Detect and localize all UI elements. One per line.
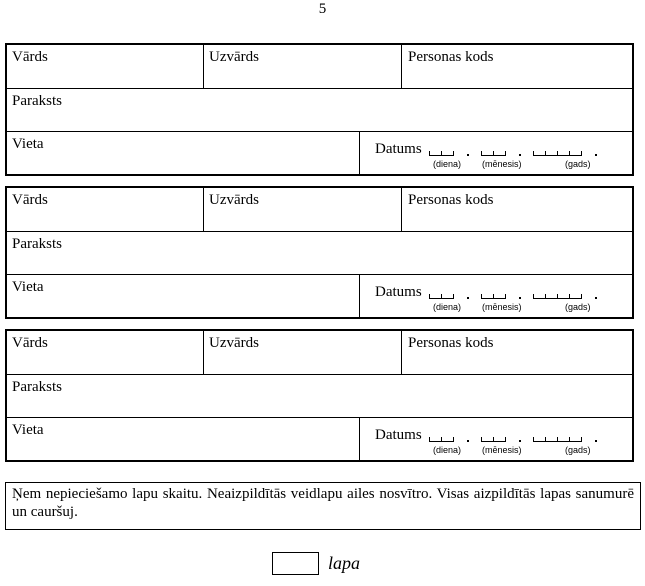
personal-code-field[interactable] [402, 45, 632, 88]
date-slot-tick [569, 151, 570, 156]
date-field[interactable] [360, 132, 632, 174]
date-slot-tick [453, 151, 454, 156]
surname-field[interactable] [204, 188, 402, 231]
day-hint: (diena) [433, 159, 462, 169]
date-slot-tick [453, 294, 454, 299]
date-label: Datums [375, 284, 422, 300]
place-field[interactable] [7, 275, 360, 317]
identity-row [7, 45, 632, 89]
name-field[interactable] [7, 331, 204, 374]
date-slot-tick [429, 437, 430, 442]
signature-label: Paraksts [12, 379, 62, 395]
name-field[interactable] [7, 188, 204, 231]
signature-field[interactable] [7, 89, 632, 132]
personal-code-label: Personas kods [408, 335, 494, 351]
date-input [375, 283, 630, 313]
date-slot-tick [545, 151, 546, 156]
page-number: 5 [318, 1, 327, 17]
date-field[interactable] [360, 418, 632, 460]
surname-label: Uzvārds [209, 335, 259, 351]
place-label: Vieta [12, 279, 44, 295]
signature-label: Paraksts [12, 93, 62, 109]
year-hint: (gads) [565, 159, 591, 169]
place-date-row [7, 132, 632, 174]
date-slot-tick [581, 437, 582, 442]
surname-label: Uzvārds [209, 192, 259, 208]
date-slot-tick [533, 151, 534, 156]
date-slot-tick [505, 294, 506, 299]
date-slot-tick [481, 437, 482, 442]
month-hint: (mēnesis) [482, 445, 522, 455]
date-slot-tick [505, 151, 506, 156]
date-label: Datums [375, 141, 422, 157]
signature-field[interactable] [7, 232, 632, 275]
name-field[interactable] [7, 45, 204, 88]
page-count-input[interactable] [272, 552, 319, 575]
place-date-row [7, 275, 632, 317]
date-slot-tick [581, 151, 582, 156]
date-separator-dot [519, 297, 521, 299]
date-slot-tick [493, 151, 494, 156]
surname-field[interactable] [204, 45, 402, 88]
date-separator-dot [519, 154, 521, 156]
place-field[interactable] [7, 418, 360, 460]
year-hint: (gads) [565, 302, 591, 312]
date-slot-tick [545, 437, 546, 442]
personal-code-label: Personas kods [408, 192, 494, 208]
date-slot-tick [493, 294, 494, 299]
date-digit-ticks [429, 283, 629, 301]
personal-code-field[interactable] [402, 331, 632, 374]
place-field[interactable] [7, 132, 360, 174]
date-separator-dot [519, 440, 521, 442]
date-slot-tick [569, 437, 570, 442]
signature-block-2 [5, 186, 634, 319]
date-field[interactable] [360, 275, 632, 317]
name-label: Vārds [12, 49, 48, 65]
place-label: Vieta [12, 422, 44, 438]
name-label: Vārds [12, 192, 48, 208]
date-slot-tick [557, 151, 558, 156]
date-slot-tick [441, 437, 442, 442]
date-slot-tick [581, 294, 582, 299]
personal-code-label: Personas kods [408, 49, 494, 65]
date-label: Datums [375, 427, 422, 443]
date-slot-tick [441, 151, 442, 156]
date-slot-tick [533, 294, 534, 299]
signature-block-1 [5, 43, 634, 176]
date-digit-ticks [429, 426, 629, 444]
date-slot-tick [557, 294, 558, 299]
signature-block-3 [5, 329, 634, 462]
identity-row [7, 188, 632, 232]
date-separator-dot [595, 154, 597, 156]
date-slot-tick [545, 294, 546, 299]
name-label: Vārds [12, 335, 48, 351]
date-input [375, 140, 630, 170]
date-separator-dot [467, 440, 469, 442]
signature-label: Paraksts [12, 236, 62, 252]
year-hint: (gads) [565, 445, 591, 455]
date-input [375, 426, 630, 456]
month-hint: (mēnesis) [482, 159, 522, 169]
month-hint: (mēnesis) [482, 302, 522, 312]
surname-field[interactable] [204, 331, 402, 374]
signature-field[interactable] [7, 375, 632, 418]
instruction-note: Ņem nepieciešamo lapu skaitu. Neaizpildītās veidlapu ailes nosvītro. Visas aizpildītās lapas sanumurē un cauršuj. [5, 482, 641, 530]
page-count-label: lapa [328, 553, 361, 573]
date-slot-tick [429, 151, 430, 156]
date-separator-dot [595, 440, 597, 442]
date-slot-tick [533, 437, 534, 442]
date-slot-tick [481, 151, 482, 156]
surname-label: Uzvārds [209, 49, 259, 65]
identity-row [7, 331, 632, 375]
date-slot-tick [453, 437, 454, 442]
date-slot-tick [557, 437, 558, 442]
date-slot-tick [505, 437, 506, 442]
place-label: Vieta [12, 136, 44, 152]
date-separator-dot [467, 297, 469, 299]
date-separator-dot [595, 297, 597, 299]
date-slot-tick [429, 294, 430, 299]
day-hint: (diena) [433, 302, 462, 312]
date-slot-tick [569, 294, 570, 299]
date-separator-dot [467, 154, 469, 156]
personal-code-field[interactable] [402, 188, 632, 231]
date-slot-tick [481, 294, 482, 299]
day-hint: (diena) [433, 445, 462, 455]
place-date-row [7, 418, 632, 460]
date-slot-tick [441, 294, 442, 299]
date-digit-ticks [429, 140, 629, 158]
date-slot-tick [493, 437, 494, 442]
